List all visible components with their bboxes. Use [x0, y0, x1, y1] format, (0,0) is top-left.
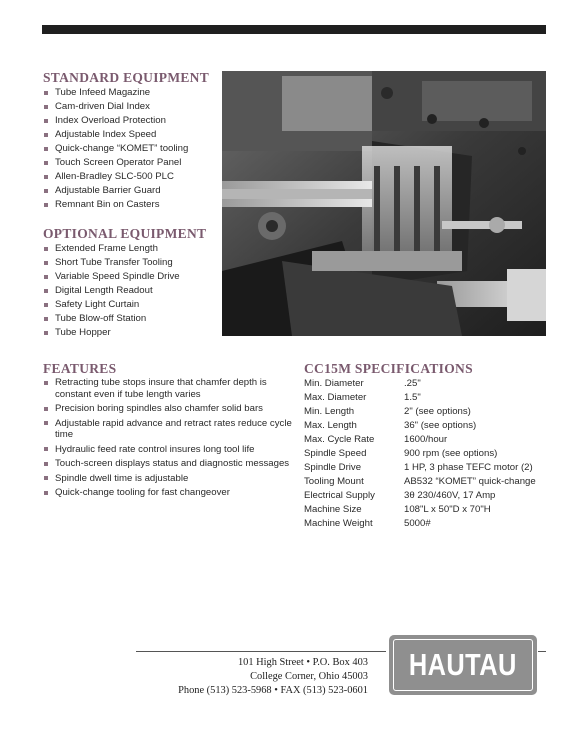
standard-equipment-item: Tube Infeed Magazine: [44, 86, 188, 100]
standard-equipment-item: Allen-Bradley SLC-500 PLC: [44, 170, 188, 184]
spec-value: 36" (see options): [404, 419, 477, 431]
spec-value: AB532 “KOMET” quick-change: [404, 475, 536, 487]
optional-equipment-item: Extended Frame Length: [44, 242, 180, 256]
standard-equipment-title: STANDARD EQUIPMENT: [43, 70, 210, 85]
optional-equipment-item: Short Tube Transfer Tooling: [44, 256, 180, 270]
feature-item: Adjustable rapid advance and retract rates reduce cycle time: [44, 418, 292, 441]
spec-label: Max. Length: [304, 419, 357, 431]
spec-label: Min. Diameter: [304, 377, 364, 389]
standard-equipment-item: Touch Screen Operator Panel: [44, 156, 188, 170]
spec-row: [304, 516, 536, 530]
spec-label: Spindle Speed: [304, 447, 367, 459]
logo-frame: [393, 639, 533, 691]
features-title: FEATURES: [43, 361, 117, 376]
spec-row: [304, 432, 536, 446]
standard-equipment-item: Adjustable Index Speed: [44, 128, 188, 142]
spec-value: 5000#: [404, 517, 431, 529]
specifications-table: [304, 376, 536, 530]
optional-equipment-list: [44, 242, 180, 340]
footer-rule: [136, 651, 386, 652]
spec-row: [304, 376, 536, 390]
spec-label: Machine Size: [304, 503, 362, 515]
optional-equipment-item: Tube Hopper: [44, 326, 180, 340]
spec-row: [304, 446, 536, 460]
address-line-2: College Corner, Ohio 45003: [250, 671, 368, 682]
spec-row: [304, 474, 536, 488]
machine-photo: [222, 71, 546, 336]
optional-equipment-item: Safety Light Curtain: [44, 298, 180, 312]
hautau-logo: [389, 635, 537, 695]
feature-item: Hydraulic feed rate control insures long tool life: [44, 444, 292, 456]
feature-item: Quick-change tooling for fast changeover: [44, 487, 292, 499]
optional-equipment-title: OPTIONAL EQUIPMENT: [43, 226, 207, 241]
spec-label: Spindle Drive: [304, 461, 362, 473]
spec-label: Tooling Mount: [304, 475, 364, 487]
spec-value: 900 rpm (see options): [404, 447, 498, 459]
standard-equipment-item: Index Overload Protection: [44, 114, 188, 128]
spec-row: [304, 460, 536, 474]
spec-value: 1.5": [404, 391, 421, 403]
standard-equipment-item: Adjustable Barrier Guard: [44, 184, 188, 198]
spec-row: [304, 502, 536, 516]
spec-label: Max. Cycle Rate: [304, 433, 375, 445]
specifications-title: CC15M SPECIFICATIONS: [304, 361, 473, 376]
spec-value: 3θ 230/460V, 17 Amp: [404, 489, 496, 501]
standard-equipment-list: [44, 86, 188, 212]
contact-address: [150, 656, 368, 698]
feature-item: Spindle dwell time is adjustable: [44, 473, 292, 485]
spec-row: [304, 488, 536, 502]
spec-row: [304, 390, 536, 404]
spec-label: Min. Length: [304, 405, 355, 417]
optional-equipment-item: Variable Speed Spindle Drive: [44, 270, 180, 284]
spec-value: 108"L x 50"D x 70"H: [404, 503, 491, 515]
spec-row: [304, 418, 536, 432]
features-list: [44, 377, 292, 502]
spec-value: 1600/hour: [404, 433, 448, 445]
standard-equipment-item: Remnant Bin on Casters: [44, 198, 188, 212]
spec-label: Electrical Supply: [304, 489, 375, 501]
feature-item: Precision boring spindles also chamfer solid bars: [44, 403, 292, 415]
spec-value: 2" (see options): [404, 405, 471, 417]
feature-item: Touch-screen displays status and diagnostic messages: [44, 458, 292, 470]
spec-value: .25": [404, 377, 421, 389]
spec-value: 1 HP, 3 phase TEFC motor (2): [404, 461, 533, 473]
footer-rule-right: [538, 651, 546, 652]
address-line-3: Phone (513) 523-5968 • FAX (513) 523-0601: [178, 685, 368, 696]
standard-equipment-item: Cam-driven Dial Index: [44, 100, 188, 114]
top-bar: [42, 25, 546, 34]
optional-equipment-item: Digital Length Readout: [44, 284, 180, 298]
feature-item: Retracting tube stops insure that chamfer depth is constant even if tube length varies: [44, 377, 292, 400]
standard-equipment-item: Quick-change “KOMET” tooling: [44, 142, 188, 156]
spec-label: Machine Weight: [304, 517, 373, 529]
optional-equipment-item: Tube Blow-off Station: [44, 312, 180, 326]
spec-row: [304, 404, 536, 418]
spec-label: Max. Diameter: [304, 391, 367, 403]
address-line-1: 101 High Street • P.O. Box 403: [237, 657, 368, 668]
logo-text: HAUTAU: [409, 647, 517, 682]
